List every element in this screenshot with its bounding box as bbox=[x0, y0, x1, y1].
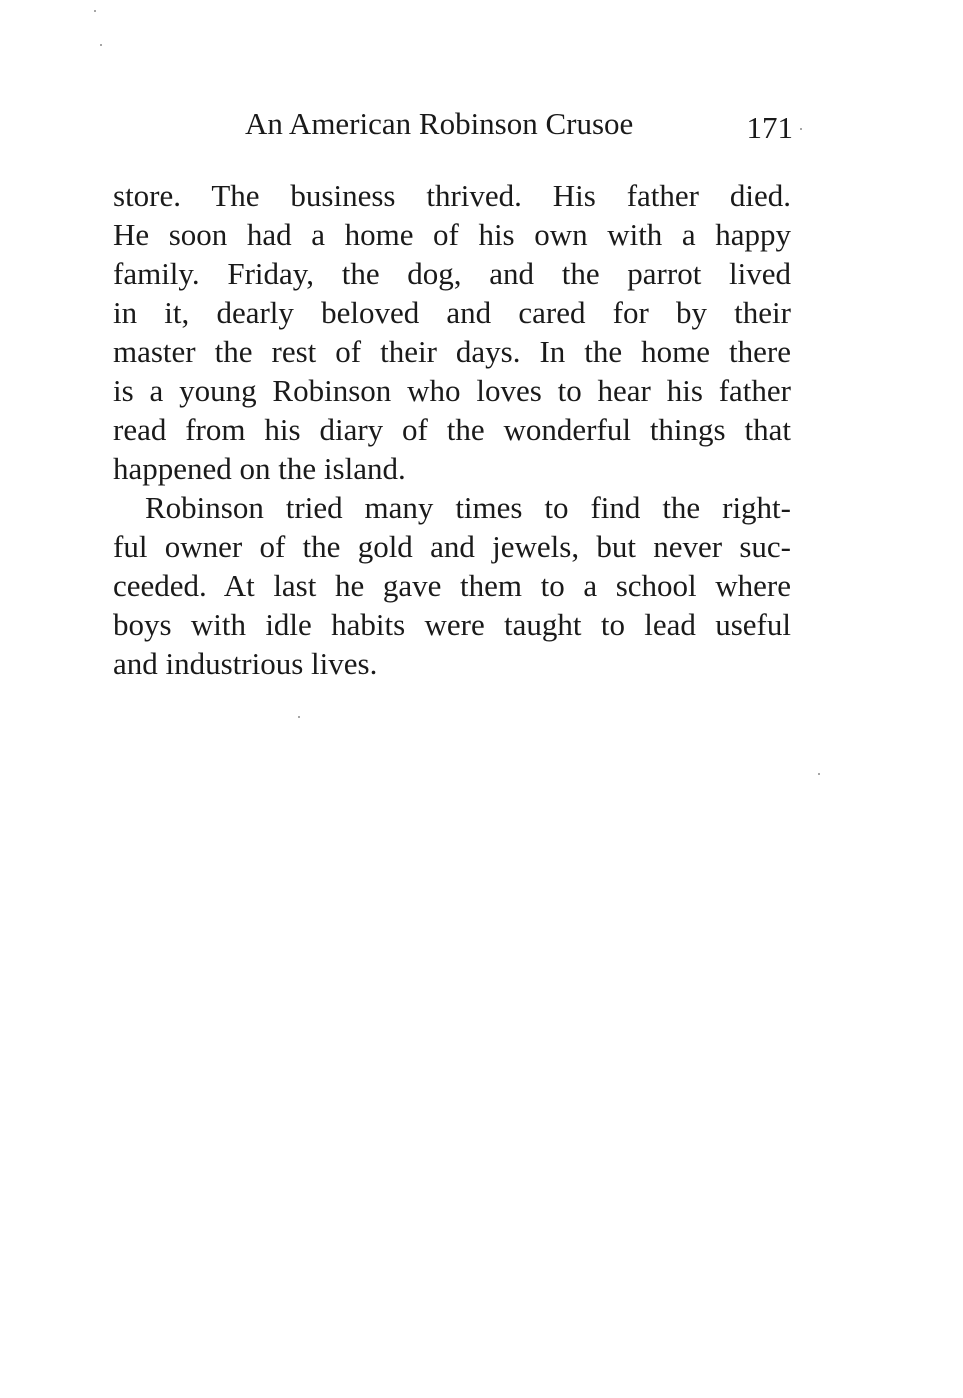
text-line: in it, dearly beloved and cared for by their bbox=[113, 295, 791, 330]
text-line: is a young Robinson who loves to hear his father bbox=[113, 373, 791, 408]
scan-speck bbox=[800, 128, 802, 130]
page-number: 171 bbox=[746, 110, 793, 145]
running-title: An American Robinson Crusoe bbox=[245, 106, 634, 141]
text-line: master the rest of their days. In the home there bbox=[113, 334, 791, 369]
text-line: ceeded. At last he gave them to a school where bbox=[113, 568, 791, 603]
paragraph bbox=[113, 488, 791, 683]
text-line: happened on the island. bbox=[113, 451, 406, 486]
text-line: ful owner of the gold and jewels, but never suc- bbox=[113, 529, 791, 564]
scan-speck bbox=[818, 773, 820, 775]
body-text bbox=[113, 176, 791, 683]
text-line: and industrious lives. bbox=[113, 646, 378, 681]
text-line: family. Friday, the dog, and the parrot lived bbox=[113, 256, 791, 291]
paragraph bbox=[113, 176, 791, 488]
text-line: boys with idle habits were taught to lead useful bbox=[113, 607, 791, 642]
scan-speck bbox=[94, 10, 96, 12]
scan-speck bbox=[298, 716, 300, 718]
text-line: read from his diary of the wonderful things that bbox=[113, 412, 791, 447]
scan-speck bbox=[100, 44, 102, 46]
text-line: Robinson tried many times to find the right- bbox=[145, 490, 791, 525]
text-line: He soon had a home of his own with a happy bbox=[113, 217, 791, 252]
text-line: store. The business thrived. His father died. bbox=[113, 178, 791, 213]
running-header bbox=[113, 104, 793, 148]
